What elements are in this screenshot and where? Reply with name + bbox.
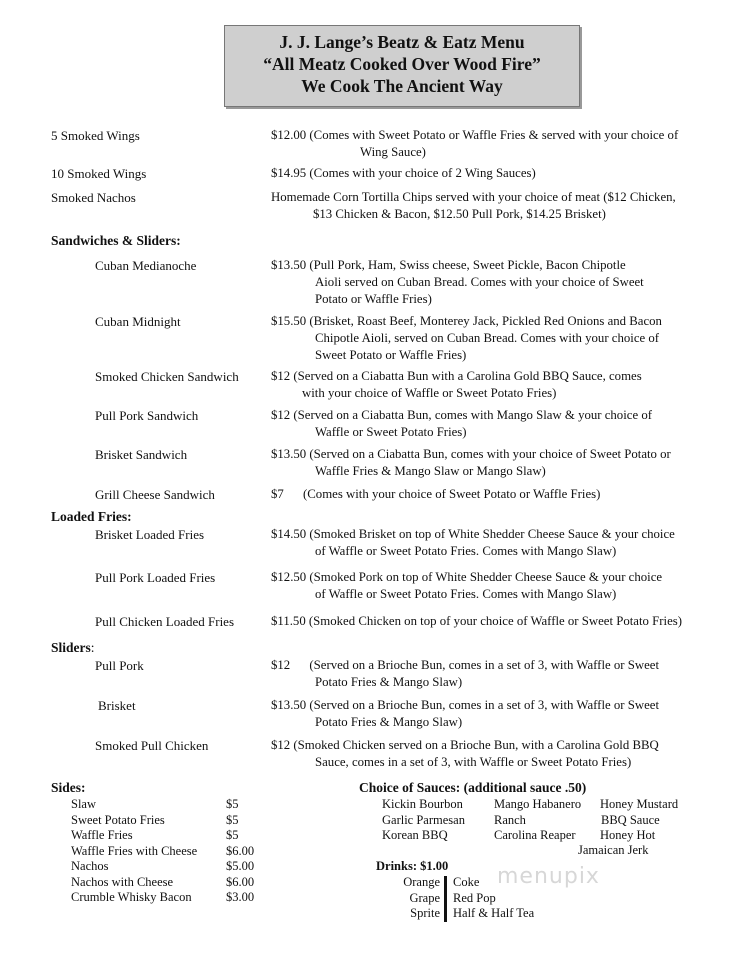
item-name: Smoked Pull Chicken bbox=[95, 738, 209, 753]
side-price: $5 bbox=[226, 828, 239, 842]
sauce-item: BBQ Sauce bbox=[601, 812, 660, 827]
item-desc: $12 (Served on a Ciabatta Bun with a Carolina Gold BBQ Sauce, comes with your choice of Waffle or Sweet Potato Fries) bbox=[271, 369, 642, 400]
side-name: Waffle Fries with Cheese bbox=[71, 843, 198, 858]
item-desc: Homemade Corn Tortilla Chips served with your choice of meat ($12 Chicken, $13 Chicken & Bacon, $12.50 Pull Pork, $14.25 Brisket) bbox=[271, 190, 676, 221]
drink-item: Coke bbox=[453, 875, 480, 889]
item-desc: $13.50 (Pull Pork, Ham, Swiss cheese, Sweet Pickle, Bacon Chipotle Aioli served on Cuban Bread. Comes with your choice of Sweet Potato or Waffle Fries) bbox=[271, 258, 644, 306]
sauce-item: Kickin Bourbon bbox=[382, 797, 463, 811]
sauce-col-2 bbox=[494, 797, 581, 844]
section-heading-loaded-fries: Loaded Fries: bbox=[51, 509, 132, 524]
drink-item: Orange bbox=[403, 875, 440, 889]
drink-item: Half & Half Tea bbox=[453, 906, 535, 920]
item-desc: $12 (Smoked Chicken served on a Brioche Bun, with a Carolina Gold BBQ Sauce, comes in a set of 3, with Waffle or Sweet Potato Fries) bbox=[271, 738, 659, 769]
section-heading-sandwiches: Sandwiches & Sliders: bbox=[51, 233, 181, 248]
side-price: $3.00 bbox=[226, 890, 255, 904]
drink-item: Grape bbox=[409, 890, 440, 905]
item-name: Brisket Loaded Fries bbox=[95, 527, 205, 542]
side-price: $5 bbox=[226, 812, 239, 827]
sides-names bbox=[71, 797, 197, 906]
item-desc: $14.50 (Smoked Brisket on top of White Shedder Cheese Sauce & your choice of Waffle or Sweet Potato Fries. Comes with Mango Slaw) bbox=[271, 527, 675, 558]
menupix-watermark: menupix bbox=[497, 864, 600, 889]
section-heading-drinks: Drinks: $1.00 bbox=[376, 859, 449, 873]
item-name: Brisket Sandwich bbox=[95, 447, 188, 462]
menu-slogan: “All Meatz Cooked Over Wood Fire” bbox=[263, 54, 541, 74]
item-desc: $12 (Served on a Brioche Bun, comes in a set of 3, with Waffle or Sweet Potato Fries & Mango Slaw) bbox=[271, 658, 660, 689]
drinks-divider bbox=[444, 876, 447, 922]
side-name: Slaw bbox=[71, 797, 96, 811]
menu-header bbox=[224, 25, 580, 107]
section-heading-sauces: Choice of Sauces: (additional sauce .50) bbox=[359, 780, 587, 795]
side-name: Sweet Potato Fries bbox=[71, 812, 165, 827]
side-price: $5 bbox=[226, 797, 239, 811]
item-desc: $13.50 (Served on a Ciabatta Bun, comes with your choice of Sweet Potato or Waffle Fries & Mango Slaw or Mango Slaw) bbox=[271, 447, 671, 478]
item-desc: $7 (Comes with your choice of Sweet Potato or Waffle Fries) bbox=[271, 487, 601, 501]
item-name: Pull Pork Loaded Fries bbox=[95, 570, 216, 585]
item-desc: $11.50 (Smoked Chicken on top of your choice of Waffle or Sweet Potato Fries) bbox=[271, 614, 682, 628]
menu-tagline: We Cook The Ancient Way bbox=[301, 76, 503, 96]
item-desc: $13.50 (Served on a Brioche Bun, comes in a set of 3, with Waffle or Sweet Potato Fries & Mango Slaw) bbox=[271, 698, 660, 729]
item-name: 5 Smoked Wings bbox=[51, 128, 140, 143]
sides-prices bbox=[226, 797, 254, 906]
sauce-item: Garlic Parmesan bbox=[382, 812, 465, 827]
sauce-item: Honey Mustard bbox=[600, 797, 679, 811]
item-name: 10 Smoked Wings bbox=[51, 166, 147, 181]
side-price: $6.00 bbox=[226, 874, 255, 889]
section-heading-sides: Sides: bbox=[51, 780, 86, 795]
item-name: Smoked Nachos bbox=[51, 190, 136, 205]
sauce-item: Jamaican Jerk bbox=[578, 843, 649, 857]
item-name: Smoked Chicken Sandwich bbox=[95, 369, 239, 384]
sauce-item: Honey Hot bbox=[600, 828, 656, 842]
section-heading-sliders: Sliders: bbox=[51, 640, 95, 655]
sauce-item: Mango Habanero bbox=[494, 797, 582, 811]
item-desc: $12 (Served on a Ciabatta Bun, comes with Mango Slaw & your choice of Waffle or Sweet Potato Fries) bbox=[271, 408, 652, 439]
item-desc: $12.00 (Comes with Sweet Potato or Waffle Fries & served with your choice of Wing Sauce) bbox=[271, 128, 679, 159]
menu-title: J. J. Lange’s Beatz & Eatz Menu bbox=[279, 32, 525, 52]
item-desc: $15.50 (Brisket, Roast Beef, Monterey Jack, Pickled Red Onions and Bacon Chipotle Aioli, served on Cuban Bread. Comes with your choice of Sweet Potato or Waffle Fries) bbox=[271, 314, 662, 362]
sauce-item: Carolina Reaper bbox=[494, 828, 576, 842]
item-desc: $14.95 (Comes with your choice of 2 Wing Sauces) bbox=[271, 166, 536, 180]
side-price: $5.00 bbox=[226, 859, 255, 873]
drink-item: Sprite bbox=[410, 906, 440, 920]
drinks-left bbox=[400, 875, 440, 922]
sauce-item: Korean BBQ bbox=[382, 828, 448, 842]
item-name: Pull Pork bbox=[95, 658, 144, 673]
item-name: Pull Chicken Loaded Fries bbox=[95, 614, 235, 629]
side-name: Nachos with Cheese bbox=[71, 874, 174, 889]
sauce-col-1 bbox=[382, 797, 465, 844]
sauce-col-3 bbox=[600, 797, 678, 844]
item-name: Cuban Midnight bbox=[95, 314, 181, 329]
item-desc: $12.50 (Smoked Pork on top of White Shedder Cheese Sauce & your choice of Waffle or Sweet Potato Fries. Comes with Mango Slaw) bbox=[271, 570, 663, 601]
sauce-item: Ranch bbox=[494, 812, 526, 827]
item-name: Grill Cheese Sandwich bbox=[95, 487, 215, 502]
side-price: $6.00 bbox=[226, 843, 255, 858]
drink-item: Red Pop bbox=[453, 890, 496, 905]
item-name: Brisket bbox=[98, 698, 136, 713]
side-name: Crumble Whisky Bacon bbox=[71, 890, 192, 904]
side-name: Waffle Fries bbox=[71, 828, 133, 842]
item-name: Pull Pork Sandwich bbox=[95, 408, 199, 423]
side-name: Nachos bbox=[71, 859, 109, 873]
item-name: Cuban Medianoche bbox=[95, 258, 197, 273]
